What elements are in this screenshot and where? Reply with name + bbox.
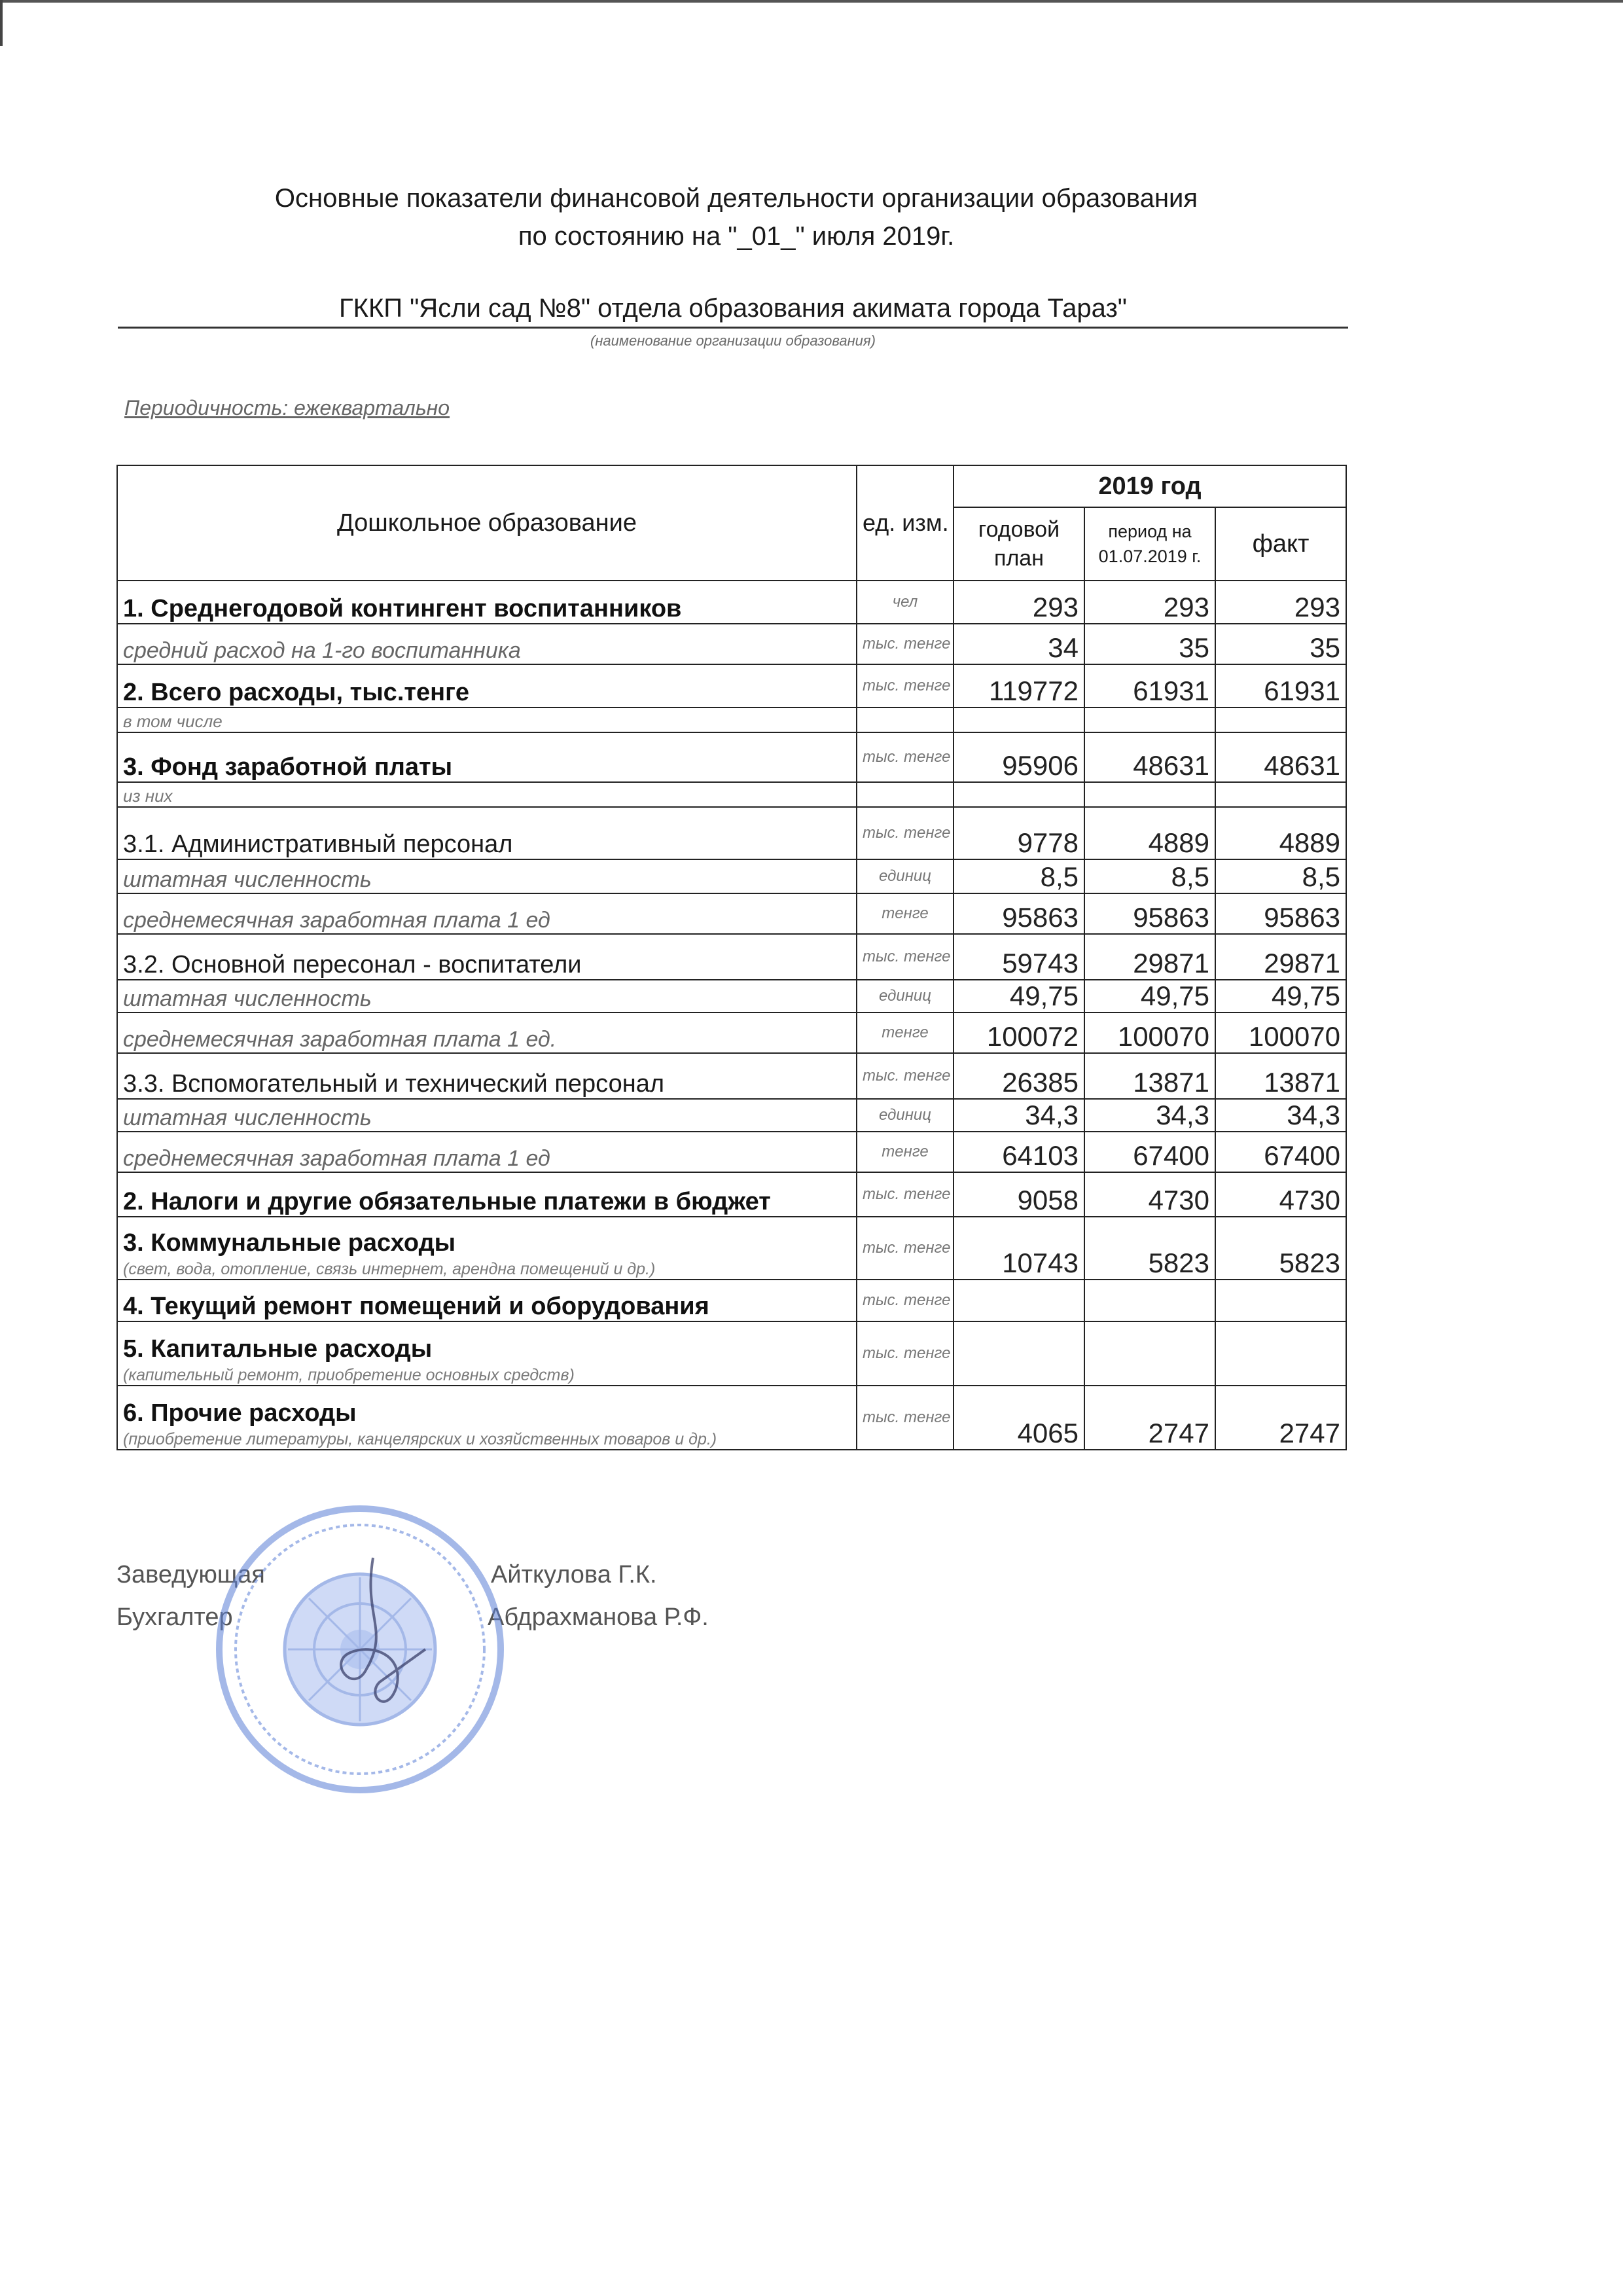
row-value-period: 5823 — [1084, 1217, 1215, 1280]
row-value-period: 2747 — [1084, 1386, 1215, 1450]
row-indicator-name — [117, 1172, 857, 1217]
row-value-fact: 35 — [1215, 624, 1346, 664]
indicator-label: штатная численность — [123, 867, 372, 892]
row-value-fact — [1215, 708, 1346, 732]
row-unit — [857, 708, 954, 732]
table-row — [117, 1280, 1346, 1321]
table-row — [117, 732, 1346, 782]
row-unit: тыс. тенге — [857, 807, 954, 859]
row-value-plan: 10743 — [954, 1217, 1084, 1280]
row-unit: тыс. тенге — [857, 934, 954, 980]
header-unit: ед. изм. — [857, 465, 954, 581]
row-value-plan: 34,3 — [954, 1099, 1084, 1132]
row-value-plan: 34 — [954, 624, 1084, 664]
row-value-fact — [1215, 1280, 1346, 1321]
table-row — [117, 581, 1346, 624]
row-indicator-name — [117, 664, 857, 708]
row-value-period: 95863 — [1084, 893, 1215, 934]
row-value-plan: 64103 — [954, 1132, 1084, 1172]
row-value-plan: 8,5 — [954, 859, 1084, 893]
indicator-label: 1. Среднегодовой контингент воспитанников — [123, 595, 682, 622]
row-value-period: 34,3 — [1084, 1099, 1215, 1132]
row-unit: единиц — [857, 859, 954, 893]
indicator-label: среднемесячная заработная плата 1 ед. — [123, 1027, 557, 1052]
indicator-label: 5. Капитальные расходы — [123, 1335, 433, 1363]
row-value-fact: 61931 — [1215, 664, 1346, 708]
row-value-fact: 95863 — [1215, 893, 1346, 934]
row-indicator-name — [117, 1013, 857, 1053]
table-header-row — [117, 465, 1346, 507]
indicator-label: штатная численность — [123, 1105, 372, 1130]
row-value-plan: 49,75 — [954, 980, 1084, 1013]
row-value-plan: 95906 — [954, 732, 1084, 782]
row-value-fact: 4730 — [1215, 1172, 1346, 1217]
indicator-label: среднемесячная заработная плата 1 ед — [123, 1146, 550, 1171]
indicator-note: (свет, вода, отопление, связь интернет, арендна помещений и др.) — [123, 1260, 656, 1278]
row-value-fact: 49,75 — [1215, 980, 1346, 1013]
indicator-label: 2. Налоги и другие обязательные платежи в бюджет — [123, 1188, 771, 1215]
indicator-label: 3. Коммунальные расходы — [123, 1229, 456, 1257]
row-indicator-name — [117, 782, 857, 807]
table-row — [117, 624, 1346, 664]
row-value-fact — [1215, 782, 1346, 807]
row-value-period — [1084, 708, 1215, 732]
row-unit: тыс. тенге — [857, 1053, 954, 1099]
table-row — [117, 782, 1346, 807]
row-indicator-name — [117, 934, 857, 980]
document-title-line2: по состоянию на "_01_" июля 2019г. — [518, 222, 955, 251]
table-row — [117, 708, 1346, 732]
table-row — [117, 1386, 1346, 1450]
table-row — [117, 934, 1346, 980]
official-stamp — [209, 1499, 510, 1800]
row-value-period: 4889 — [1084, 807, 1215, 859]
row-value-plan: 95863 — [954, 893, 1084, 934]
table-body — [117, 581, 1346, 1450]
row-value-period: 293 — [1084, 581, 1215, 624]
row-value-plan: 100072 — [954, 1013, 1084, 1053]
row-value-plan — [954, 708, 1084, 732]
row-unit: тенге — [857, 1013, 954, 1053]
document-title-line1: Основные показатели финансовой деятельности организации образования — [274, 184, 1198, 213]
row-indicator-name — [117, 1280, 857, 1321]
row-indicator-name — [117, 893, 857, 934]
row-value-plan — [954, 782, 1084, 807]
row-value-fact: 13871 — [1215, 1053, 1346, 1099]
indicator-label: из них — [123, 786, 173, 806]
row-indicator-name — [117, 624, 857, 664]
table-row — [117, 1132, 1346, 1172]
row-indicator-name — [117, 1321, 857, 1386]
row-indicator-name — [117, 1217, 857, 1280]
row-value-plan: 26385 — [954, 1053, 1084, 1099]
row-value-period — [1084, 782, 1215, 807]
indicator-label: штатная численность — [123, 986, 372, 1011]
row-indicator-name — [117, 732, 857, 782]
table-row — [117, 1053, 1346, 1099]
row-unit: тыс. тенге — [857, 1217, 954, 1280]
row-value-period: 13871 — [1084, 1053, 1215, 1099]
row-indicator-name — [117, 708, 857, 732]
row-value-fact: 2747 — [1215, 1386, 1346, 1450]
header-preschool-education: Дошкольное образование — [117, 465, 857, 581]
header-period: период на 01.07.2019 г. — [1084, 507, 1215, 581]
indicator-note: (капительный ремонт, приобретение основных средств) — [123, 1366, 575, 1384]
header-year: 2019 год — [954, 465, 1346, 507]
row-value-period: 8,5 — [1084, 859, 1215, 893]
row-value-fact: 293 — [1215, 581, 1346, 624]
indicator-label: 2. Всего расходы, тыс.тенге — [123, 679, 470, 706]
table-row — [117, 1099, 1346, 1132]
row-value-fact: 34,3 — [1215, 1099, 1346, 1132]
organization-name: ГККП "Ясли сад №8" отдела образования акимата города Тараз" — [118, 291, 1348, 329]
organization-caption: (наименование организации образования) — [590, 332, 876, 349]
indicator-label: 3. Фонд заработной платы — [123, 753, 453, 781]
signature-accountant-title: Бухгалтер — [116, 1604, 233, 1631]
row-value-plan — [954, 1321, 1084, 1386]
row-value-period: 4730 — [1084, 1172, 1215, 1217]
signature-head-name: Айткулова Г.К. — [491, 1561, 657, 1588]
table-row — [117, 807, 1346, 859]
row-unit: единиц — [857, 1099, 954, 1132]
row-value-fact: 5823 — [1215, 1217, 1346, 1280]
row-value-plan: 119772 — [954, 664, 1084, 708]
row-unit: тыс. тенге — [857, 1280, 954, 1321]
row-unit: тыс. тенге — [857, 1321, 954, 1386]
table-row — [117, 664, 1346, 708]
row-value-fact: 48631 — [1215, 732, 1346, 782]
row-unit — [857, 782, 954, 807]
row-value-fact: 67400 — [1215, 1132, 1346, 1172]
signature-head-title: Заведующая — [116, 1561, 265, 1588]
table-row — [117, 893, 1346, 934]
indicator-label: 3.2. Основной пересонал - воспитатели — [123, 951, 582, 978]
indicator-label: в том числе — [123, 711, 223, 731]
header-fact: факт — [1215, 507, 1346, 581]
row-indicator-name — [117, 1099, 857, 1132]
row-indicator-name — [117, 859, 857, 893]
row-indicator-name — [117, 807, 857, 859]
row-value-period: 29871 — [1084, 934, 1215, 980]
row-value-plan: 59743 — [954, 934, 1084, 980]
row-value-period — [1084, 1321, 1215, 1386]
row-indicator-name — [117, 581, 857, 624]
row-unit: чел — [857, 581, 954, 624]
row-unit: единиц — [857, 980, 954, 1013]
row-unit: тыс. тенге — [857, 1172, 954, 1217]
indicator-label: средний расход на 1-го воспитанника — [123, 638, 521, 663]
table-row — [117, 1013, 1346, 1053]
indicator-label: 3.1. Административный персонал — [123, 831, 513, 858]
signature-accountant-name: Абдрахманова Р.Ф. — [488, 1604, 709, 1631]
row-value-period — [1084, 1280, 1215, 1321]
row-unit: тыс. тенге — [857, 624, 954, 664]
header-annual-plan: годовой план — [954, 507, 1084, 581]
row-indicator-name — [117, 980, 857, 1013]
row-value-plan: 9778 — [954, 807, 1084, 859]
row-value-fact: 29871 — [1215, 934, 1346, 980]
row-value-fact — [1215, 1321, 1346, 1386]
table-row — [117, 1172, 1346, 1217]
indicator-label: 4. Текущий ремонт помещений и оборудования — [123, 1293, 709, 1320]
row-value-plan: 293 — [954, 581, 1084, 624]
row-value-fact: 4889 — [1215, 807, 1346, 859]
row-value-fact: 100070 — [1215, 1013, 1346, 1053]
row-unit: тыс. тенге — [857, 1386, 954, 1450]
periodicity-label: Периодичность: ежеквартально — [124, 396, 450, 420]
indicator-label: 3.3. Вспомогательный и технический персонал — [123, 1070, 665, 1098]
row-value-period: 48631 — [1084, 732, 1215, 782]
row-unit: тыс. тенге — [857, 664, 954, 708]
table-row — [117, 980, 1346, 1013]
table-row — [117, 859, 1346, 893]
row-value-plan: 9058 — [954, 1172, 1084, 1217]
row-unit: тенге — [857, 893, 954, 934]
row-unit: тенге — [857, 1132, 954, 1172]
scan-edge-top — [0, 0, 1623, 3]
table-row — [117, 1217, 1346, 1280]
row-indicator-name — [117, 1386, 857, 1450]
row-indicator-name — [117, 1132, 857, 1172]
row-value-fact: 8,5 — [1215, 859, 1346, 893]
row-value-plan: 4065 — [954, 1386, 1084, 1450]
scan-edge-left — [0, 0, 3, 46]
financial-indicators-table — [116, 465, 1347, 1450]
indicator-note: (приобретение литературы, канцелярских и хозяйственных товаров и др.) — [123, 1430, 717, 1448]
indicator-label: среднемесячная заработная плата 1 ед — [123, 908, 550, 933]
table-row — [117, 1321, 1346, 1386]
row-value-period: 49,75 — [1084, 980, 1215, 1013]
row-value-period: 67400 — [1084, 1132, 1215, 1172]
indicator-label: 6. Прочие расходы — [123, 1399, 357, 1427]
row-value-period: 35 — [1084, 624, 1215, 664]
row-value-plan — [954, 1280, 1084, 1321]
row-value-period: 61931 — [1084, 664, 1215, 708]
row-indicator-name — [117, 1053, 857, 1099]
row-value-period: 100070 — [1084, 1013, 1215, 1053]
row-unit: тыс. тенге — [857, 732, 954, 782]
